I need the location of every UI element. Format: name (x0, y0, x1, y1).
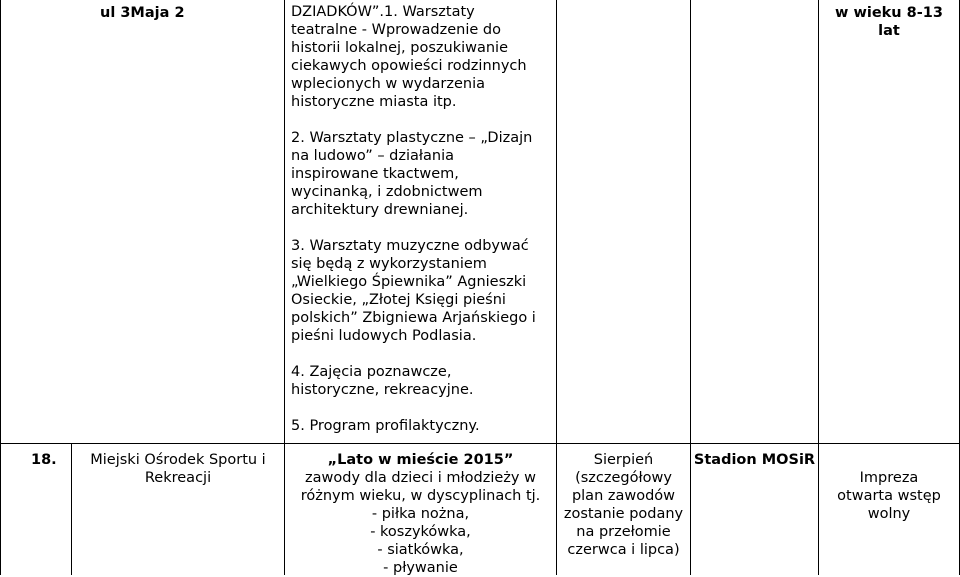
row-number-text: 18. (31, 452, 57, 468)
age-text: w wieku 8-13 lat (835, 5, 943, 39)
table-border-left (0, 0, 1, 575)
address-text: ul 3Maja 2 (100, 5, 185, 21)
access-cell (819, 469, 959, 523)
program-item-3: 3. Warsztaty muzyczne odbywać się będą z wykorzystaniem „Wielkiego Śpiewnika” Agnieszki Osieckie, „Złotej Księgi pieśni polskich” Zbigniewa Arjańskiego i pieśni ludowych Podlasia. (291, 238, 536, 344)
date-text: Sierpień (szczegółowy plan zawodów zostanie podany na przełomie czerwca i lipca) (563, 452, 684, 558)
event-title: „Lato w mieście 2015” (327, 452, 514, 468)
program-item-2: 2. Warsztaty plastyczne – „Dizajn na ludowo” – działania inspirowane tkactwem, wycinanką, i zdobnictwem architektury drewnianej. (291, 130, 533, 218)
program-item-5: 5. Program profilaktyczny. (291, 418, 480, 434)
program-item-4: 4. Zajęcia poznawcze, historyczne, rekreacyjne. (291, 364, 474, 398)
organizer-text: Miejski Ośrodek Sportu i Rekreacji (90, 452, 266, 486)
event-cell (285, 451, 556, 577)
age-cell (820, 4, 958, 40)
program-item-1: DZIADKÓW”.1. Warsztaty teatralne - Wprowadzenie do historii lokalnej, poszukiwanie ciekawych opowieści rodzinnych wplecionych w wydarzenia historyczne miasta itp. (291, 4, 527, 110)
address-cell (100, 4, 280, 22)
row-number (31, 451, 69, 469)
organizer-cell (72, 451, 284, 487)
date-cell (557, 451, 690, 559)
program-cell (291, 3, 553, 435)
venue-cell (691, 451, 818, 469)
column-divider (690, 0, 691, 575)
event-description: zawody dla dzieci i młodzieży w różnym wieku, w dyscyplinach tj. - piłka nożna, - koszykówka, - siatkówka, - pływanie (300, 470, 541, 576)
access-text: Impreza otwarta wstęp wolny (837, 470, 941, 522)
row-divider (0, 443, 960, 444)
venue-text: Stadion MOSiR (693, 452, 816, 468)
